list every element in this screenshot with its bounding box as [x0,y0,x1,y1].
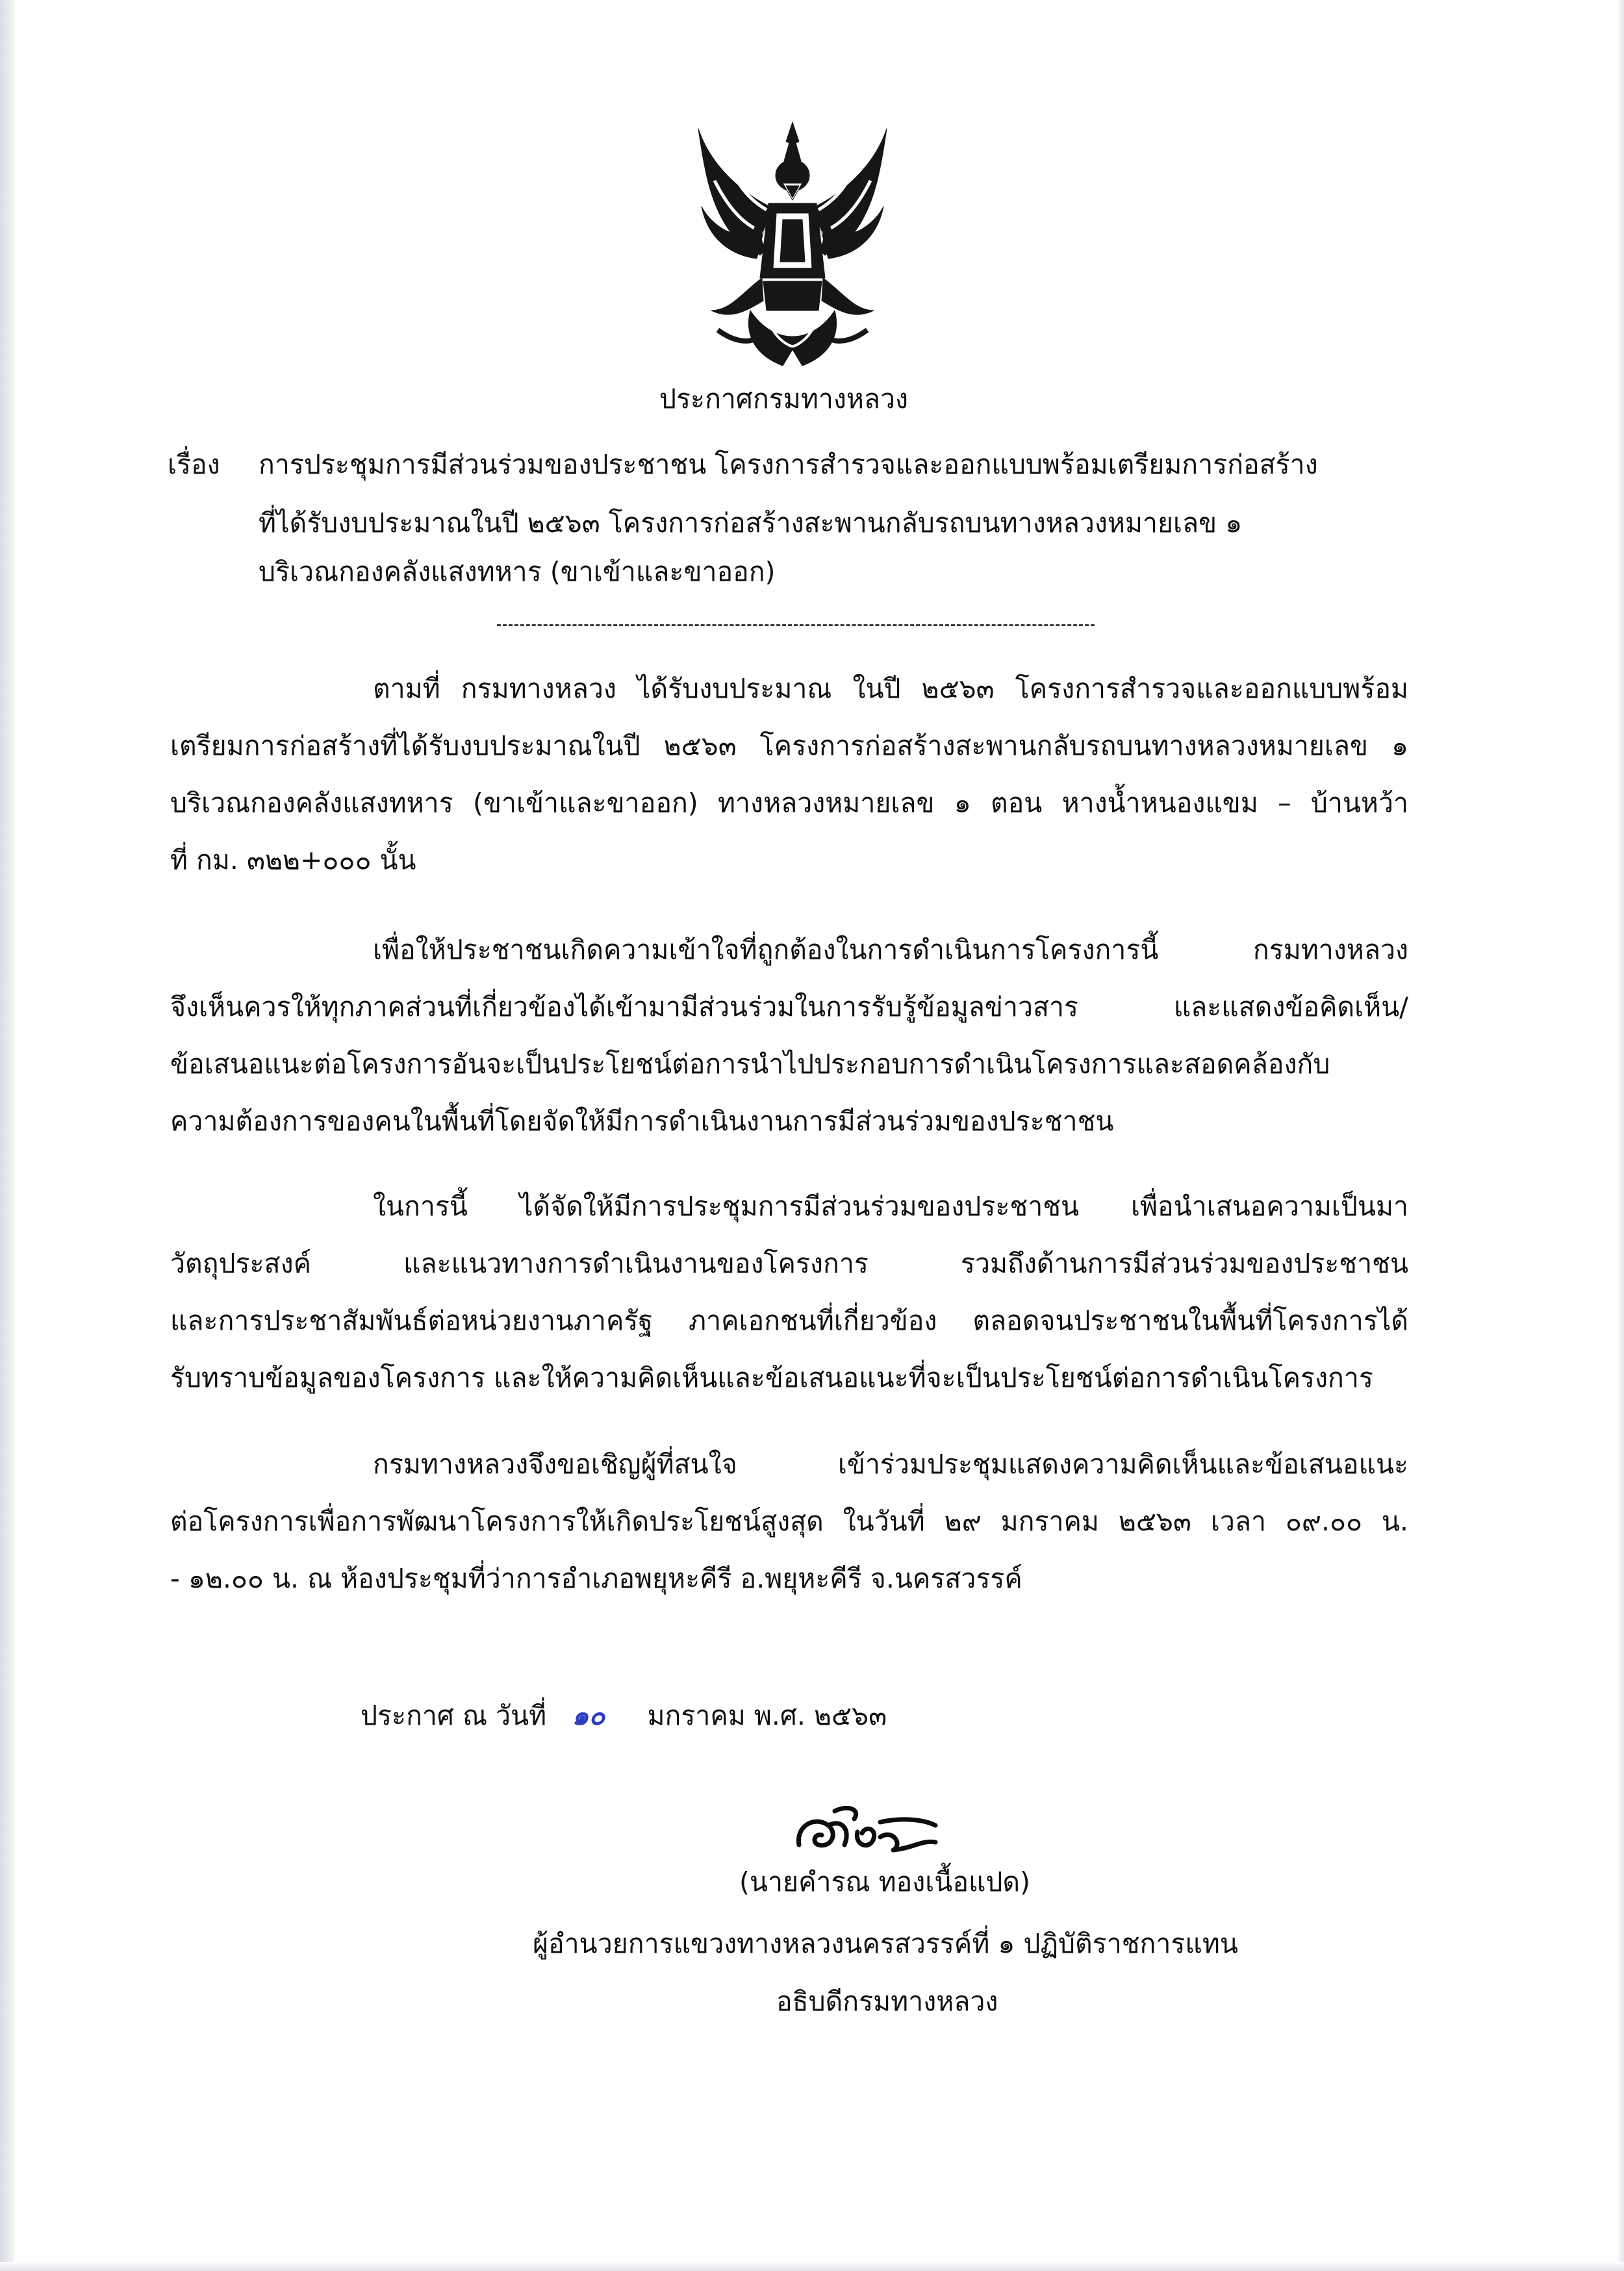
subject-line: ที่ได้รับงบประมาณในปี ๒๕๖๓ โครงการก่อสร้างสะพานกลับรถบนทางหลวงหมายเลข ๑ [259,507,1243,539]
paragraph-line: และการประชาสัมพันธ์ต่อหน่วยงานภาครัฐ ภาคเอกชนที่เกี่ยวข้อง ตลอดจนประชาชนในพื้นที่โครงการได้ [170,1305,1408,1336]
date-suffix: มกราคม พ.ศ. ๒๕๖๓ [647,1700,887,1731]
signatory-position: ผู้อำนวยการแขวงทางหลวงนครสวรรค์ที่ ๑ ปฏิบัติราชการแทน [533,1928,1238,1959]
paragraph-line: กรมทางหลวงจึงขอเชิญผู้ที่สนใจ เข้าร่วมประชุมแสดงความคิดเห็นและข้อเสนอแนะ [373,1449,1408,1480]
scan-left-edge [0,0,14,2271]
body-paragraph [170,1178,1408,1406]
subject-line: การประชุมการมีส่วนร่วมของประชาชน โครงการสำรวจและออกแบบพร้อมเตรียมการก่อสร้าง [259,449,1318,480]
paragraph-line: ที่ กม. ๓๒๒+๐๐๐ นั้น [170,844,416,876]
signatory-name: (นายคำรณ ทองเนื้อแปด) [739,1866,1031,1897]
date-day-handwritten: ๑๐ [572,1700,605,1731]
handwritten-signature-icon [789,1799,945,1864]
paragraph-line: บริเวณกองคลังแสงทหาร (ขาเข้าและขาออก) ทางหลวงหมายเลข ๑ ตอน หางน้ำหนองแขม – บ้านหว้า [170,787,1408,818]
paragraph-line: - ๑๒.๐๐ น. ณ ห้องประชุมที่ว่าการอำเภอพยุหะคีรี อ.พยุหะคีรี จ.นครสวรรค์ [170,1563,1022,1594]
separator-line [497,624,1095,626]
paragraph-line: จึงเห็นควรให้ทุกภาคส่วนที่เกี่ยวข้องได้เข้ามามีส่วนร่วมในการรับรู้ข้อมูลข่าวสาร และแสดงข้อคิดเห็น/ [170,991,1408,1022]
paragraph-line: ต่อโครงการเพื่อการพัฒนาโครงการให้เกิดประโยชน์สูงสุด ในวันที่ ๒๙ มกราคม ๒๕๖๓ เวลา ๐๙.๐๐ น. [170,1506,1408,1537]
scan-bottom-edge [0,2262,1624,2271]
paragraph-line: ข้อเสนอแนะต่อโครงการอันจะเป็นประโยชน์ต่อการนำไปประกอบการดำเนินโครงการและสอดคล้องกับ [170,1048,1330,1080]
scan-right-edge [1616,0,1624,2271]
date-prefix: ประกาศ ณ วันที่ [361,1700,547,1731]
body-paragraph [170,1436,1408,1607]
garuda-emblem-icon [685,116,900,372]
document-title: ประกาศกรมทางหลวง [659,383,909,414]
paragraph-line: วัตถุประสงค์ และแนวทางการดำเนินงานของโครงการ รวมถึงด้านการมีส่วนร่วมของประชาชน [170,1248,1408,1279]
paragraph-line: เพื่อให้ประชาชนเกิดความเข้าใจที่ถูกต้องในการดำเนินการโครงการนี้ กรมทางหลวง [373,934,1408,965]
announcement-date [361,1697,887,1734]
paragraph-line: เตรียมการก่อสร้างที่ได้รับงบประมาณในปี ๒๕๖๓ โครงการก่อสร้างสะพานกลับรถบนทางหลวงหมายเลข ๑ [170,730,1408,761]
paragraph-line: ความต้องการของคนในพื้นที่โดยจัดให้มีการดำเนินงานการมีส่วนร่วมของประชาชน [170,1106,1114,1137]
paragraph-line: รับทราบข้อมูลของโครงการ และให้ความคิดเห็นและข้อเสนอแนะที่จะเป็นประโยชน์ต่อการดำเนินโครงการ [170,1362,1373,1393]
subject-line: บริเวณกองคลังแสงทหาร (ขาเข้าและขาออก) [259,556,776,587]
paragraph-line: ในการนี้ ได้จัดให้มีการประชุมการมีส่วนร่วมของประชาชน เพื่อนำเสนอความเป็นมา [373,1191,1408,1222]
body-paragraph [170,660,1408,889]
signatory-position: อธิบดีกรมทางหลวง [776,1986,998,2017]
body-paragraph [170,921,1408,1150]
subject-label: เรื่อง [168,449,220,480]
paragraph-line: ตามที่ กรมทางหลวง ได้รับงบประมาณ ในปี ๒๕๖๓ โครงการสำรวจและออกแบบพร้อม [373,673,1408,704]
